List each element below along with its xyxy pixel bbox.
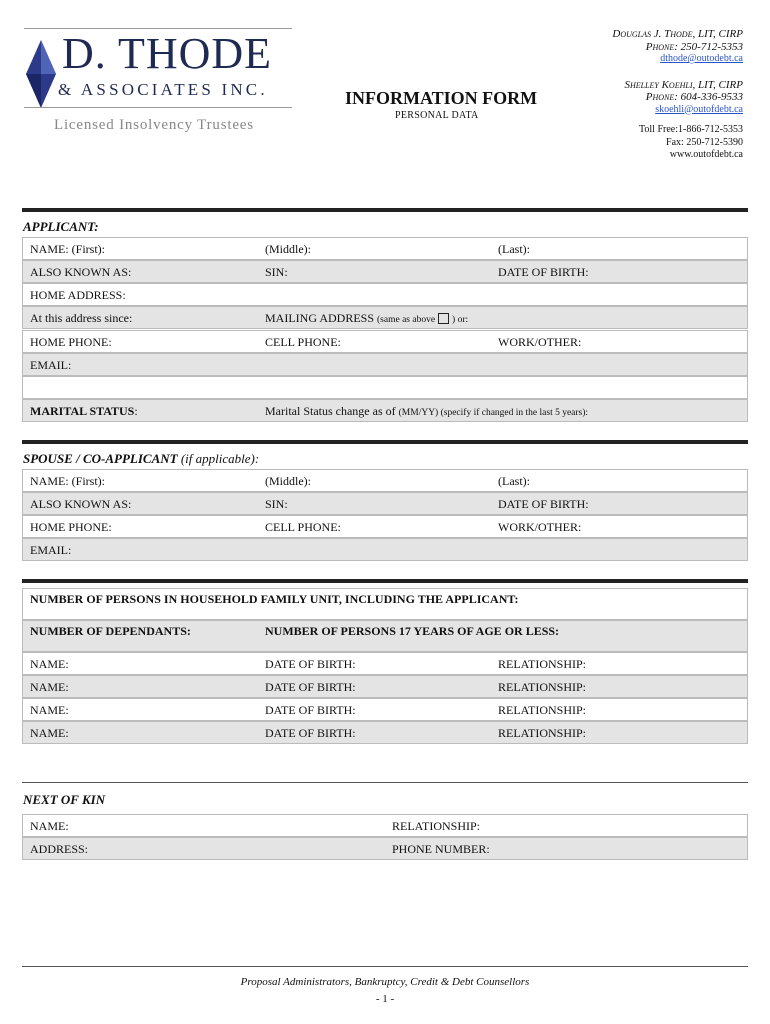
trustee-2-name: Shelley Koehli, LIT, CIRP [624,78,743,91]
label-spouse-email: EMAIL: [30,543,72,557]
spouse-aka-row[interactable] [22,492,748,515]
label-dependant-name: NAME: [30,703,69,717]
dependant-row[interactable] [22,698,748,721]
label-marital-change: Marital Status change as of (MM/YY) (specify if changed in the last 5 years): [265,404,589,418]
label-household-persons: NUMBER OF PERSONS IN HOUSEHOLD FAMILY UNIT, INCLUDING THE APPLICANT: [30,592,519,606]
section-divider [22,208,748,212]
footer-rule [22,966,748,967]
section-divider [22,782,748,783]
label-dependant-dob: DATE OF BIRTH: [265,703,356,717]
label-spouse-sin: SIN: [265,497,288,511]
website: www.outofdebt.ca [669,149,743,160]
label-dob: DATE OF BIRTH: [498,265,589,279]
label-dependants: NUMBER OF DEPENDANTS: [30,624,191,638]
dependant-row[interactable] [22,652,748,675]
trustee-1-email-link[interactable]: dthode@outodebt.ca [660,53,743,64]
kin-name-row[interactable] [22,814,748,837]
label-marital-status: MARITAL STATUS: [30,404,138,418]
label-first-name: NAME: (First): [30,242,105,256]
label-dependant-name: NAME: [30,657,69,671]
diamond-logo-icon [26,40,56,108]
label-dependant-relationship: RELATIONSHIP: [498,680,587,694]
label-home-phone: HOME PHONE: [30,335,112,349]
spouse-name-row[interactable] [22,469,748,492]
label-dependant-name: NAME: [30,680,69,694]
page-number: - 1 - [375,993,395,1005]
next-of-kin-title: NEXT OF KIN [23,792,106,807]
label-under-17: NUMBER OF PERSONS 17 YEARS OF AGE OR LESS: [265,624,560,638]
label-cell-phone: CELL PHONE: [265,335,341,349]
applicant-section-title: APPLICANT: [23,219,99,234]
footer-text: Proposal Administrators, Bankruptcy, Credit & Debt Counsellors [240,976,530,988]
label-dependant-relationship: RELATIONSHIP: [498,726,587,740]
label-spouse-middle-name: (Middle): [265,474,311,488]
label-dependant-dob: DATE OF BIRTH: [265,680,356,694]
household-persons-row[interactable] [22,588,748,620]
label-spouse-work-other: WORK/OTHER: [498,520,582,534]
applicant-email-row[interactable] [22,353,748,376]
label-kin-address: ADDRESS: [30,842,89,856]
trustee-2-phone: Phone: 604-336-9533 [645,91,743,103]
form-title: INFORMATION FORM [345,88,538,108]
logo-associates: & ASSOCIATES INC. [58,80,268,99]
label-spouse-aka: ALSO KNOWN AS: [30,497,132,511]
logo-tagline: Licensed Insolvency Trustees [54,117,254,133]
form-subtitle: PERSONAL DATA [395,110,479,121]
label-home-address: HOME ADDRESS: [30,288,126,302]
kin-address-row[interactable] [22,837,748,860]
label-dependant-dob: DATE OF BIRTH: [265,726,356,740]
label-sin: SIN: [265,265,288,279]
contact-block [612,28,743,162]
logo-brand: D. THODE [62,29,273,78]
label-middle-name: (Middle): [265,242,311,256]
applicant-name-row[interactable] [22,237,748,260]
label-last-name: (Last): [498,242,530,256]
label-dependant-relationship: RELATIONSHIP: [498,703,587,717]
label-spouse-last-name: (Last): [498,474,530,488]
spouse-section-title: SPOUSE / CO-APPLICANT (if applicable): [23,451,260,466]
label-kin-relationship: RELATIONSHIP: [392,819,481,833]
label-spouse-dob: DATE OF BIRTH: [498,497,589,511]
label-work-other: WORK/OTHER: [498,335,582,349]
applicant-address-since-row[interactable] [22,306,748,329]
label-email: EMAIL: [30,358,72,372]
spouse-phone-row[interactable] [22,515,748,538]
fax: Fax: 250-712-5390 [666,136,743,148]
label-kin-name: NAME: [30,819,69,833]
label-dependant-dob: DATE OF BIRTH: [265,657,356,671]
section-divider [22,579,748,583]
logo-rule-bottom [24,107,292,108]
trustee-1-name: Douglas J. Thode, LIT, CIRP [612,28,743,40]
same-as-above-checkbox[interactable] [438,313,449,324]
label-kin-phone: PHONE NUMBER: [392,842,490,856]
dependant-row[interactable] [22,721,748,744]
dependant-row[interactable] [22,675,748,698]
applicant-phone-row[interactable] [22,330,748,353]
trustee-1-phone: Phone: 250-712-5353 [645,40,743,53]
applicant-email-blank-row[interactable] [22,376,748,399]
label-mailing-address: MAILING ADDRESS (same as above ) or: [265,311,469,325]
applicant-aka-row[interactable] [22,260,748,283]
label-dependant-relationship: RELATIONSHIP: [498,657,587,671]
label-spouse-first-name: NAME: (First): [30,474,105,488]
applicant-home-address-row[interactable] [22,283,748,306]
household-dependants-row[interactable] [22,620,748,652]
label-dependant-name: NAME: [30,726,69,740]
trustee-2-email-link[interactable]: skoehli@outofdebt.ca [655,103,743,115]
label-spouse-cell-phone: CELL PHONE: [265,520,341,534]
label-address-since: At this address since: [30,311,133,325]
spouse-email-row[interactable] [22,538,748,561]
applicant-marital-row[interactable] [22,399,748,422]
label-aka: ALSO KNOWN AS: [30,265,132,279]
section-divider [22,440,748,444]
toll-free: Toll Free:1-866-712-5353 [638,124,743,135]
label-spouse-home-phone: HOME PHONE: [30,520,112,534]
